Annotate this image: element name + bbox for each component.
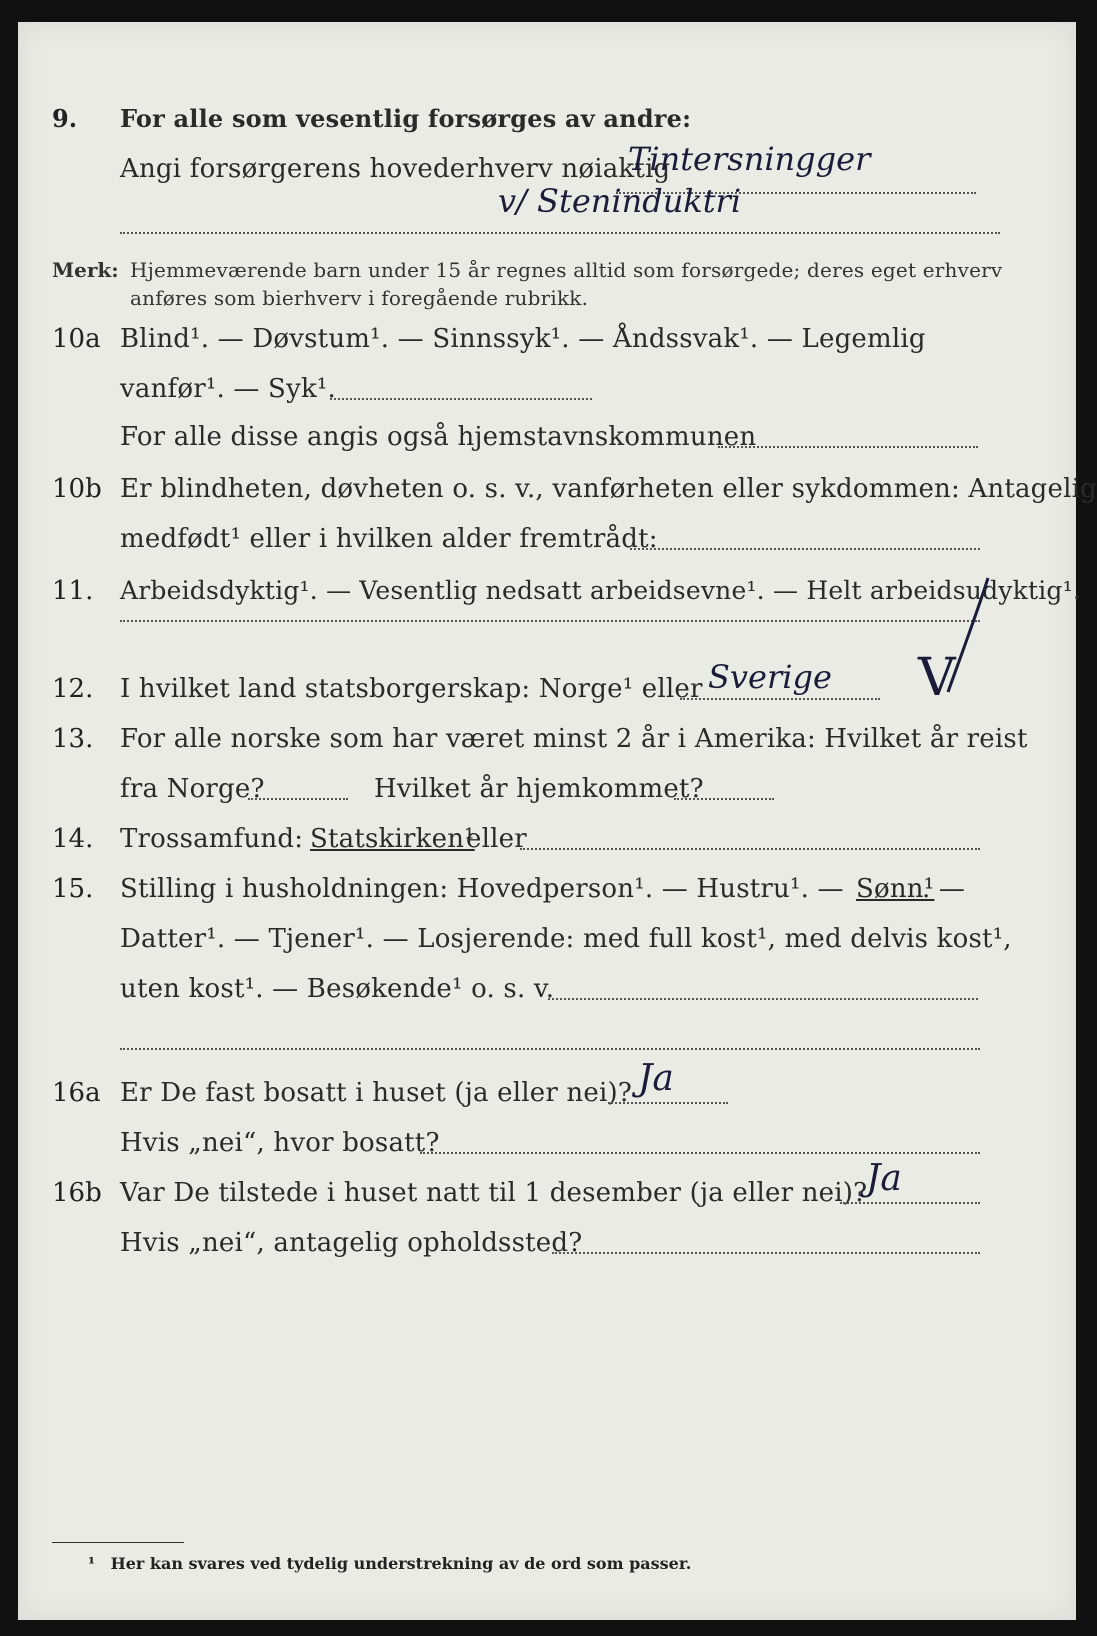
q13-line-2b: Hvilket år hjemkommet? <box>374 774 704 804</box>
q12-answer-line <box>680 698 880 700</box>
q16b-row-1 <box>18 1178 1076 1222</box>
q13-row-2 <box>18 774 1076 818</box>
q10a-row-1 <box>18 324 1076 368</box>
q14-rest: eller <box>466 824 527 854</box>
q10a-answer-line-2 <box>718 446 978 448</box>
q14-answer-line <box>520 848 980 850</box>
q16a-row-2 <box>18 1128 1076 1172</box>
q10a-row-2 <box>18 374 1076 418</box>
q10b-number: 10b <box>52 474 102 504</box>
q15-number: 15. <box>52 874 94 904</box>
census-form-page <box>18 22 1097 1620</box>
q16b-line-1: Var De tilstede i huset natt til 1 desember (ja eller nei)? <box>120 1178 868 1208</box>
q13-answer-line-2 <box>674 798 774 800</box>
q10b-row-2 <box>18 524 1076 568</box>
q15-sonn-underlined: Sønn¹ <box>856 874 935 904</box>
q15-line-3: uten kost¹. — Besøkende¹ o. s. v. <box>120 974 555 1004</box>
q13-number: 13. <box>52 724 94 754</box>
merk-line-1: Hjemmeværende barn under 15 år regnes alltid som forsørgede; deres eget erhverv <box>130 258 1003 282</box>
q15-answer-line-2 <box>120 1048 980 1050</box>
q16a-row-1 <box>18 1078 1076 1122</box>
q15-line-1c: . — <box>922 874 966 904</box>
merk-line-2: anføres som bierhverv i foregående rubrikk. <box>130 286 589 310</box>
q16a-line-2: Hvis „nei“, hvor bosatt? <box>120 1128 440 1158</box>
q10b-row-1 <box>18 474 1097 518</box>
q15-row-3 <box>18 974 1076 1018</box>
footnote-text: Her kan svares ved tydelig understrekning av de ord som passer. <box>110 1554 692 1573</box>
footnote <box>88 1554 691 1573</box>
q9-answer-handwritten-2: v/ Steninduktri <box>498 182 742 220</box>
q16b-line-2: Hvis „nei“, antagelig opholdssted? <box>120 1228 583 1258</box>
q15-row-2 <box>18 924 1076 968</box>
q10a-number: 10a <box>52 324 101 354</box>
q12-number: 12. <box>52 674 94 704</box>
q15-row-1 <box>18 874 1076 918</box>
q12-check-mark: V <box>918 648 956 708</box>
q10a-line-2: vanfør¹. — Syk¹. <box>120 374 336 404</box>
q15-line-2: Datter¹. — Tjener¹. — Losjerende: med full kost¹, med delvis kost¹, <box>120 924 1012 954</box>
q10a-answer-line-1 <box>330 398 592 400</box>
q11-answer-line <box>120 620 980 622</box>
q9-answer-line2 <box>120 232 1000 234</box>
q14-label: Trossamfund: <box>120 824 304 854</box>
q14-number: 14. <box>52 824 94 854</box>
q14-statskirken: Statskirken¹ <box>310 824 475 854</box>
q9-answer-handwritten-1: Tintersningger <box>628 140 871 178</box>
q10b-line-2: medfødt¹ eller i hvilken alder fremtrådt: <box>120 524 658 554</box>
q9-number: 9. <box>52 104 78 133</box>
q13-row-1 <box>18 724 1076 768</box>
footnote-rule <box>52 1542 184 1543</box>
q9-title-row <box>18 104 1076 148</box>
q11-number: 11. <box>52 576 94 606</box>
q15-line-1a: Stilling i husholdningen: Hovedperson¹. — Hustru¹. — <box>120 874 844 904</box>
q13-answer-line-1 <box>248 798 348 800</box>
q16b-answer-line-2 <box>552 1252 980 1254</box>
q16a-number: 16a <box>52 1078 101 1108</box>
q12-line-1: I hvilket land statsborgerskap: Norge¹ eller <box>120 674 703 704</box>
q10b-answer-line <box>630 548 980 550</box>
q10b-line-1: Er blindheten, døvheten o. s. v., vanførheten eller sykdommen: Antagelig <box>120 474 1097 504</box>
merk-label: Merk: <box>52 258 119 282</box>
q10a-row-3 <box>18 422 1076 466</box>
q14-row <box>18 824 1076 868</box>
q16b-answer-handwritten: Ja <box>866 1158 902 1199</box>
q9-label: Angi forsørgerens hovederhverv nøiaktig <box>120 154 671 184</box>
q16a-answer-line <box>608 1102 728 1104</box>
q15-answer-line-1 <box>548 998 978 1000</box>
q16a-line-1: Er De fast bosatt i huset (ja eller nei)? <box>120 1078 632 1108</box>
q16a-answer-line-2 <box>420 1152 980 1154</box>
footnote-mark: ¹ <box>88 1554 96 1573</box>
q16b-answer-line <box>840 1202 980 1204</box>
q9-title: For alle som vesentlig forsørges av andre: <box>120 104 692 133</box>
q16b-row-2 <box>18 1228 1076 1272</box>
q10a-line-3: For alle disse angis også hjemstavnskommunen <box>120 422 757 452</box>
q11-line-1: Arbeidsdyktig¹. — Vesentlig nedsatt arbeidsevne¹. — Helt arbeidsudyktig¹. <box>120 576 1081 605</box>
q16b-number: 16b <box>52 1178 102 1208</box>
q13-line-1: For alle norske som har været minst 2 år i Amerika: Hvilket år reist <box>120 724 1028 754</box>
q10a-line-1: Blind¹. — Døvstum¹. — Sinnssyk¹. — Åndssvak¹. — Legemlig <box>120 324 926 354</box>
q13-line-2a: fra Norge? <box>120 774 265 804</box>
q12-answer-handwritten: Sverige <box>708 658 832 696</box>
q16a-answer-handwritten: Ja <box>638 1058 674 1099</box>
